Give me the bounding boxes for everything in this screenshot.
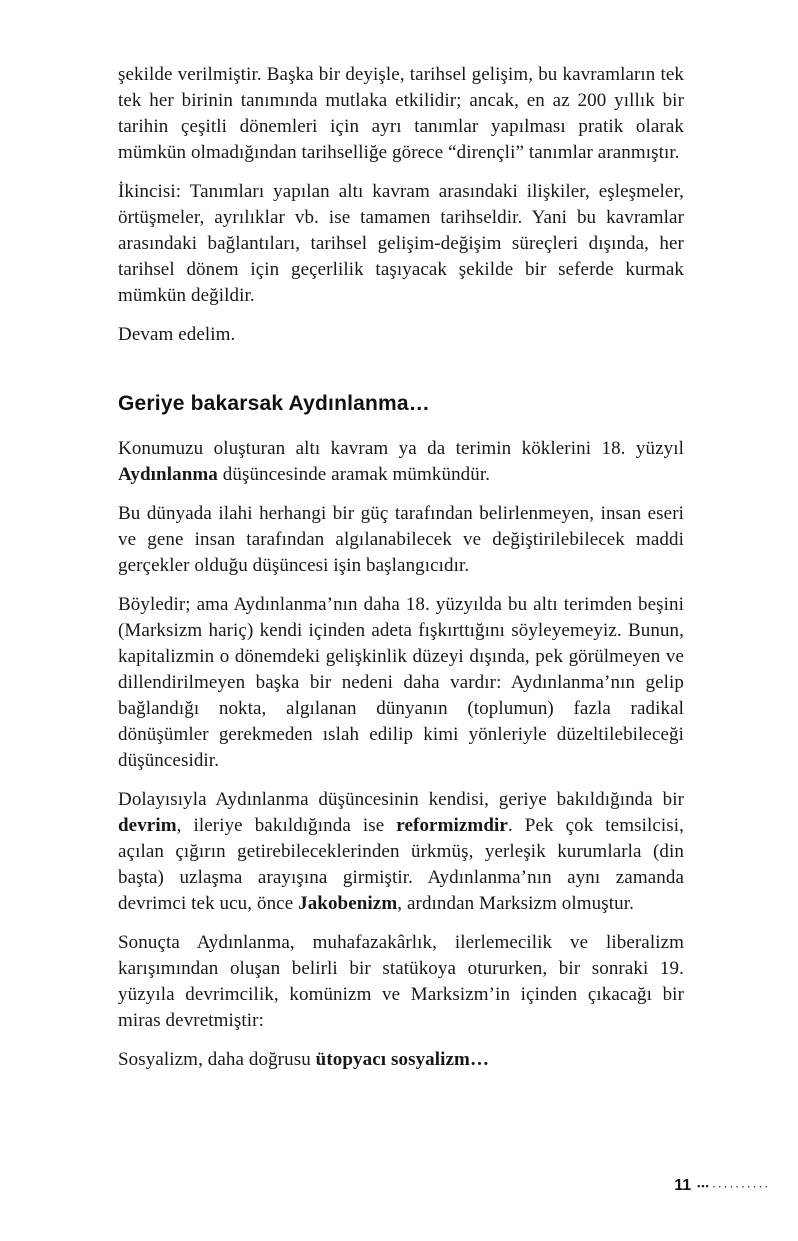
squares-icon: ▪▪▪ [697, 1180, 710, 1191]
paragraph: Devam edelim. [118, 324, 236, 345]
paragraph: Bu dünyada ilahi herhangi bir güç tarafından belirlenmeyen, insan eseri ve gene insan tarafından algılanabilecek ve değiştirilebilecek maddi gerçekler olduğu düşüncesi işin başlangıcıdır. [118, 503, 684, 576]
paragraph: Sonuçta Aydınlanma, muhafazakârlık, ilerlemecilik ve liberalizm karışımından oluşan belirli bir statükoya otururken, bir sonraki 19. yüzyıla devrimcilik, komünizm ve Marksizm’in içinden çıkacağı bir miras devretmiştir: [118, 932, 684, 1031]
paragraph: İkincisi: Tanımları yapılan altı kavram arasındaki ilişkiler, eşleşmeler, örtüşmeler, ayrılıklar vb. ise tamamen tarihseldir. Yani bu kavramlar arasındaki bağlantıları, tarihsel gelişim-değişim süreçleri dışında, her tarihsel dönem için geçerlilik taşıyacak şekilde bir seferde kurmak mümkün değildir. [118, 181, 684, 306]
dotted-rule-icon: ·········· [711, 1178, 770, 1194]
page-number: 11 [674, 1177, 692, 1194]
paragraph: Sosyalizm, daha doğrusu ütopyacı sosyalizm… [118, 1049, 490, 1070]
paragraph: Konumuzu oluşturan altı kavram ya da terimin köklerini 18. yüzyıl Aydınlanma düşüncesinde aramak mümkündür. [118, 438, 684, 485]
section-heading: Geriye bakarsak Aydınlanma… [118, 392, 430, 415]
paragraph: Dolayısıyla Aydınlanma düşüncesinin kendisi, geriye bakıldığında bir devrim, ileriye bakıldığında ise reformizmdir. Pek çok temsilcisi, açılan çığırın getirebileceklerinden ürkmüş, yerleşik kurumlarla (din başta) uzlaşma arayışına girmiştir. Aydınlanma’nın aynı zamanda devrimci tek ucu, önce Jakobenizm, ardından Marksizm olmuştur. [118, 789, 684, 914]
body-text-block [118, 62, 684, 1086]
page-footer [674, 1177, 770, 1195]
paragraph: şekilde verilmiştir. Başka bir deyişle, tarihsel gelişim, bu kavramların tek tek her birinin tanımında mutlaka etkilidir; ancak, en az 200 yıllık bir tarihin çeşitli dönemleri için ayrı tanımlar yapılması pratik olarak mümkün olmadığından tarihselliğe görece “dirençli” tanımlar aranmıştır. [118, 64, 684, 163]
footer-ornament-icon [697, 1180, 770, 1193]
paragraph: Böyledir; ama Aydınlanma’nın daha 18. yüzyılda bu altı terimden beşini (Marksizm hariç) kendi içinden adeta fışkırttığını söyleyemeyiz. Bunun, kapitalizmin o dönemdeki gelişkinlik düzeyi dışında, pek görülmeyen ve dillendirilmeyen başka bir nedeni daha vardır: Aydınlanma’nın gelip bağlandığı nokta, algılanan dünyanın (toplumun) fazla radikal dönüşümler gerekmeden ıslah edilip kimi yönleriyle düzeltilebileceği düşüncesidir. [118, 594, 684, 771]
